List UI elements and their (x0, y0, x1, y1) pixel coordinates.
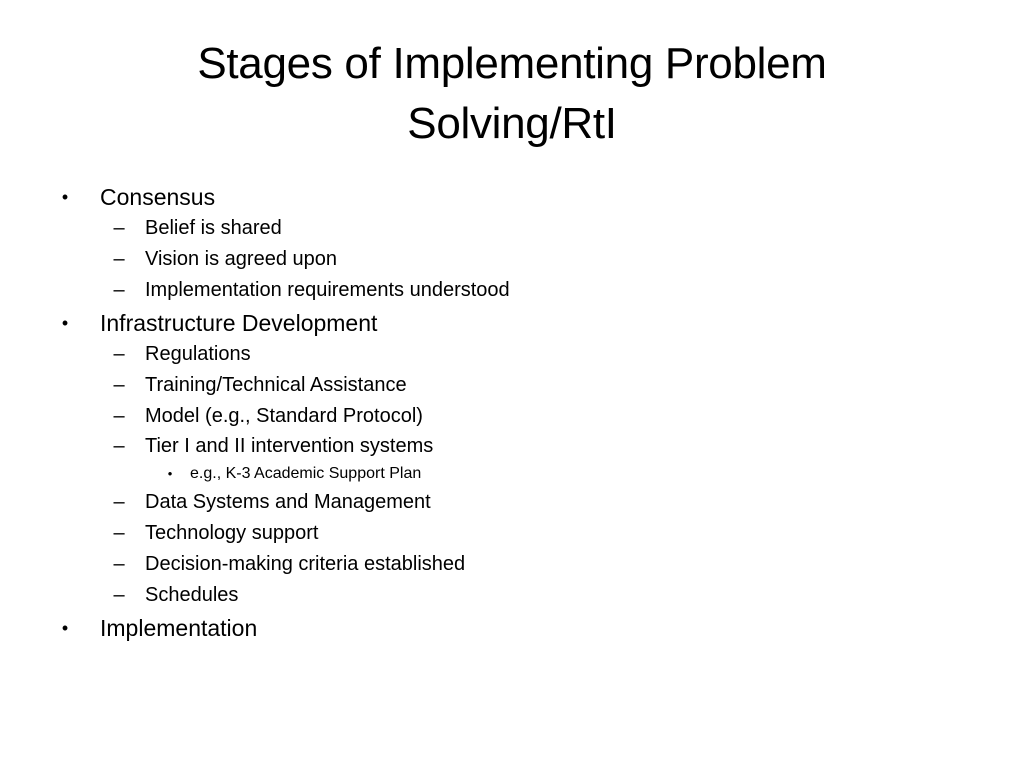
dash-marker: – (113, 435, 125, 457)
dash-marker: – (113, 522, 125, 544)
sub-item-text: Decision-making criteria established (145, 553, 466, 575)
sub-item-text: Training/Technical Assistance (145, 374, 407, 396)
slide-title (60, 34, 964, 154)
sub-item-text: Data Systems and Management (145, 491, 431, 513)
dash-marker: – (113, 248, 125, 270)
dash-marker: – (113, 217, 125, 239)
dash-marker: – (113, 279, 125, 301)
bullet-marker: • (61, 618, 69, 638)
dash-marker: – (113, 374, 125, 396)
dash-marker: – (113, 584, 125, 606)
bullet-marker: • (61, 313, 69, 333)
dash-marker: – (113, 553, 125, 575)
sub-item-text: Implementation requirements understood (145, 279, 510, 301)
dash-marker: – (113, 491, 125, 513)
bullet-text: Implementation (100, 615, 258, 641)
bullet-text: Infrastructure Development (100, 310, 378, 336)
sub-item-text: Tier I and II intervention systems (145, 435, 434, 457)
dash-marker: – (113, 343, 125, 365)
bullet-text: Consensus (100, 184, 216, 210)
bullet-marker: • (61, 187, 69, 207)
sub-item-text: Belief is shared (145, 217, 282, 239)
dash-marker: – (113, 405, 125, 427)
sub-item-text: Schedules (145, 584, 239, 606)
sub-item-text: Vision is agreed upon (145, 248, 337, 270)
sub-sub-item-text: e.g., K-3 Academic Support Plan (190, 465, 422, 482)
sub-item-text: Technology support (145, 522, 319, 544)
slide-title-line-2: Solving/RtI (407, 99, 617, 148)
bullet-marker: • (167, 466, 173, 481)
sub-item-text: Model (e.g., Standard Protocol) (145, 405, 423, 427)
sub-item-text: Regulations (145, 343, 251, 365)
slide-title-line-1: Stages of Implementing Problem (197, 39, 827, 88)
